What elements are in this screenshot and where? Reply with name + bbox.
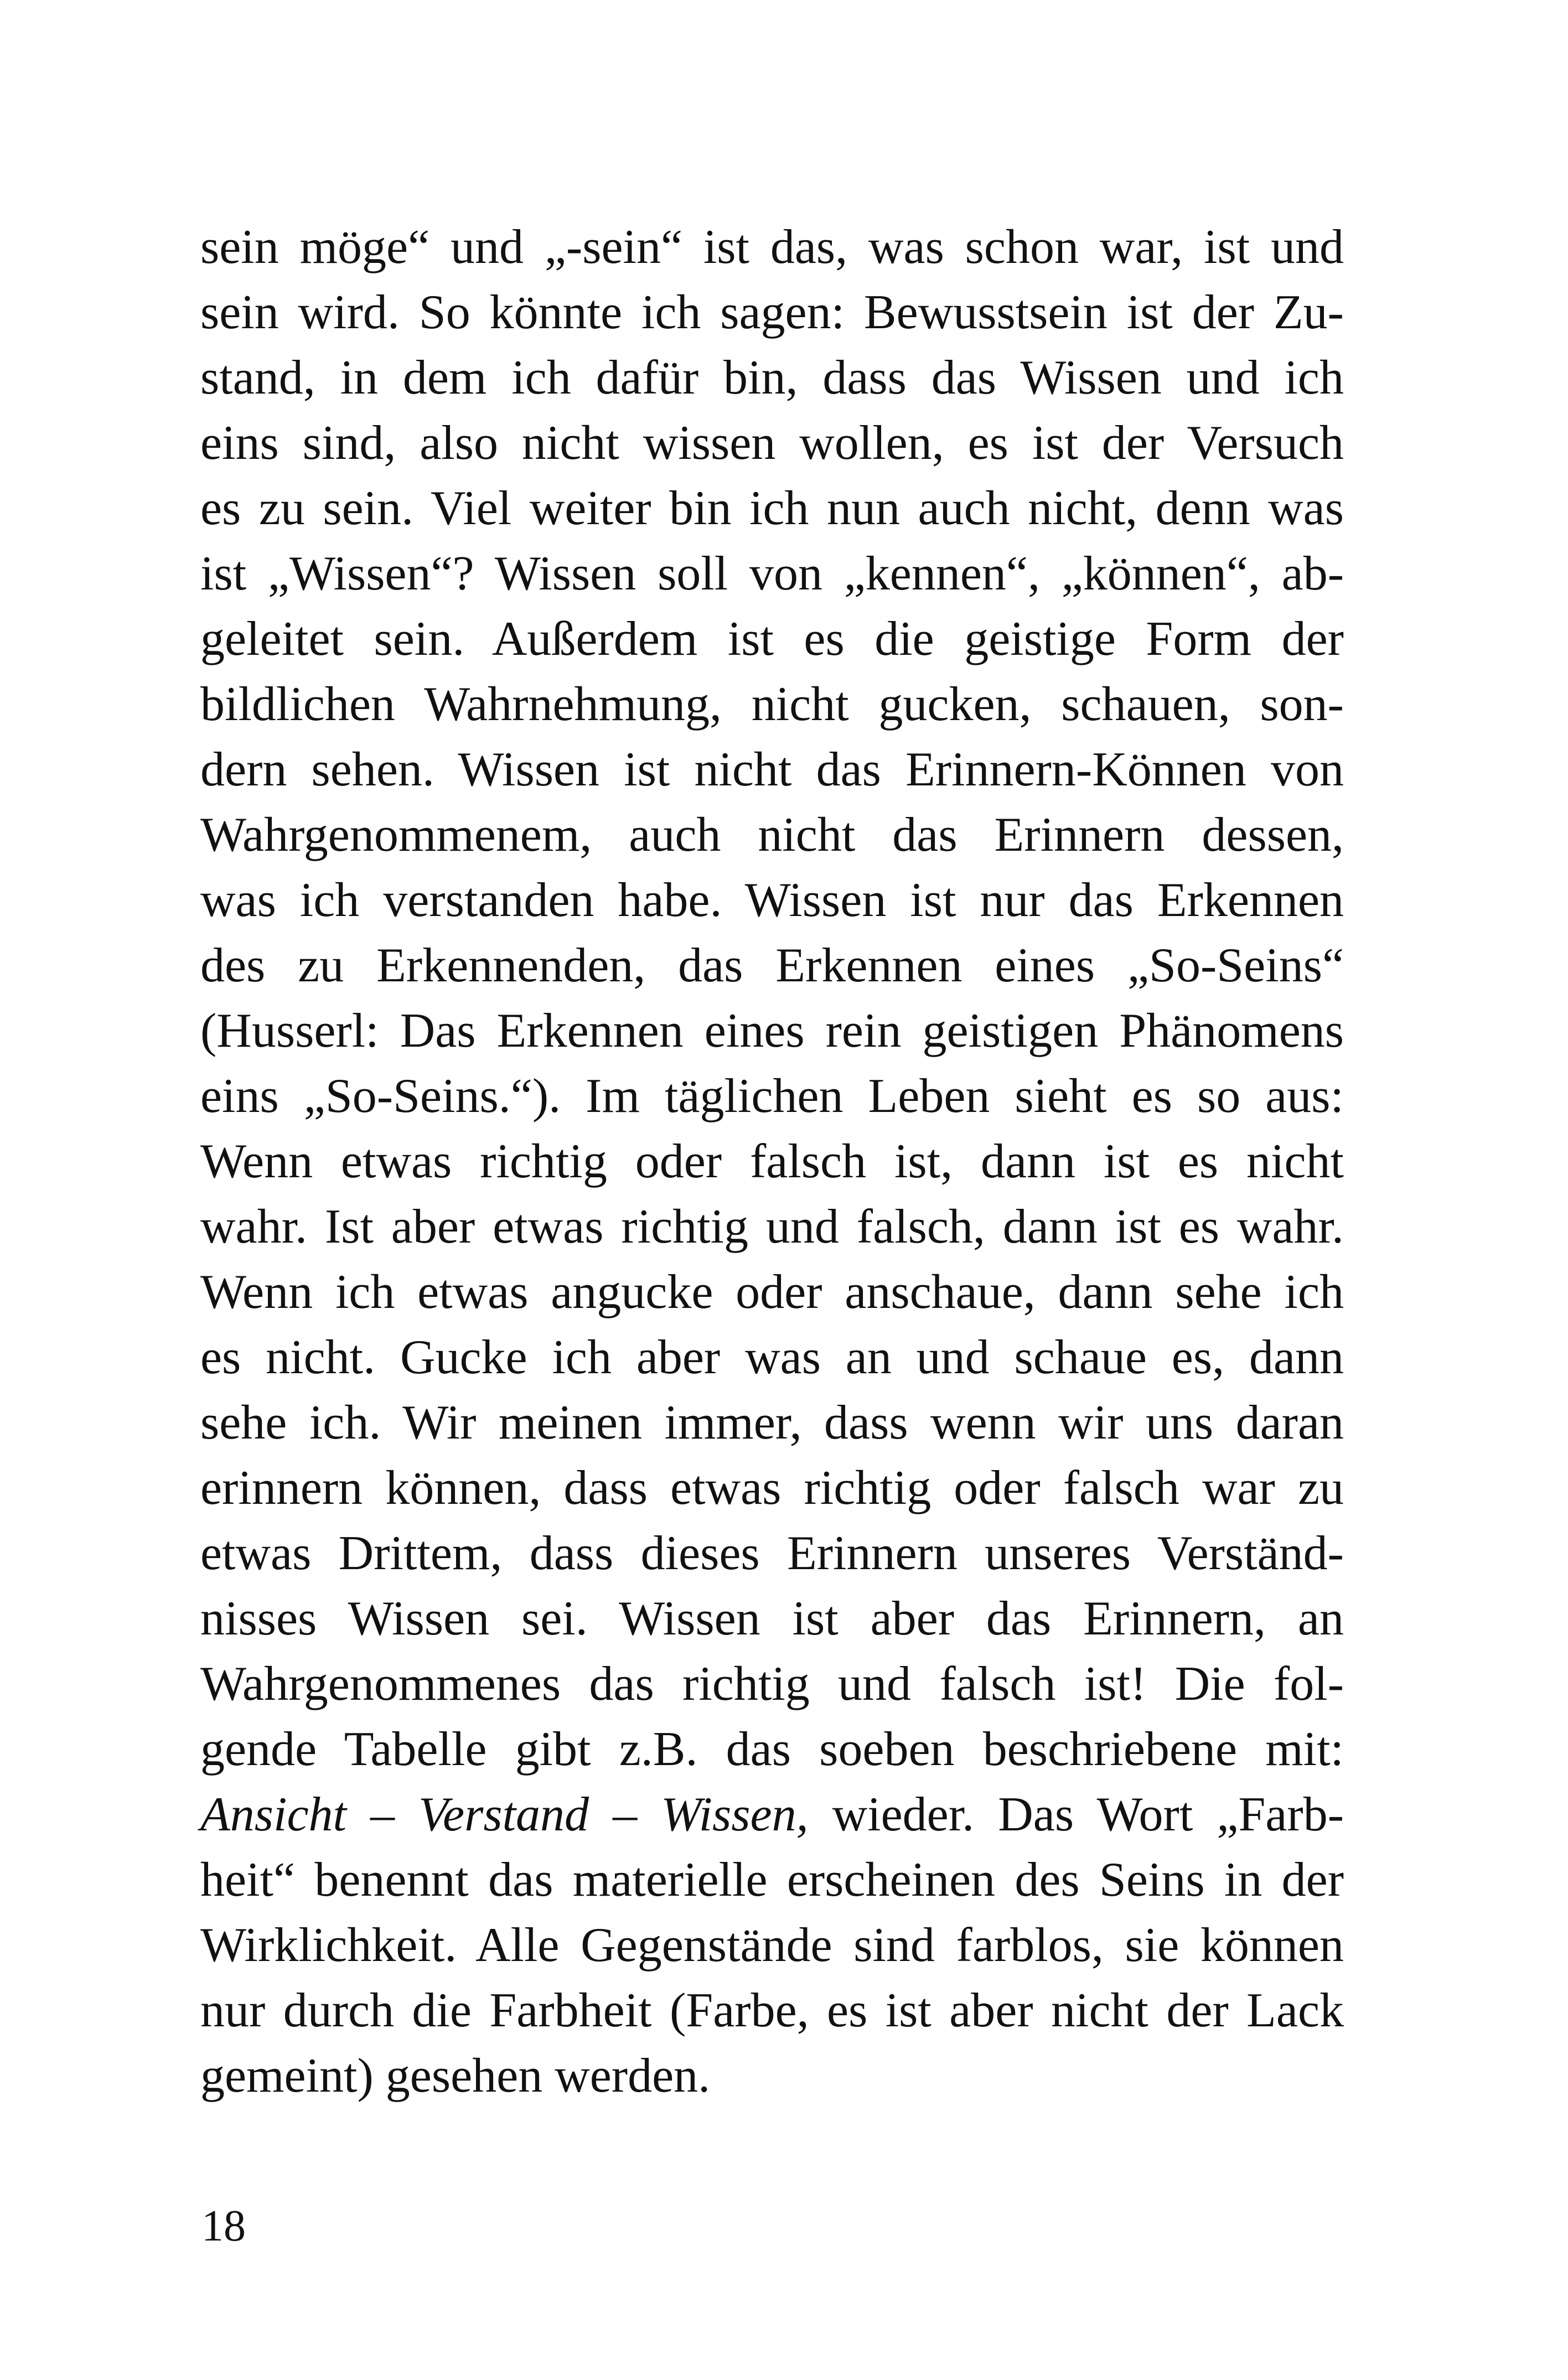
text-line: eins „So-Seins.“). Im täglichen Leben sieht es so aus: xyxy=(200,1069,1344,1123)
text-line: dern sehen. Wissen ist nicht das Erinnern-Können von xyxy=(200,743,1344,796)
text-line: was ich verstanden habe. Wissen ist nur das Erkennen xyxy=(200,873,1344,927)
text-line: etwas Drittem, dass dieses Erinnern unseres Verständ- xyxy=(200,1527,1344,1580)
text-line: gende Tabelle gibt z.B. das soeben beschriebene mit: xyxy=(200,1722,1344,1776)
text-line: sehe ich. Wir meinen immer, dass wenn wir uns daran xyxy=(200,1396,1344,1450)
text-line: erinnern können, dass etwas richtig oder falsch war zu xyxy=(200,1461,1344,1515)
text-line-last: gemeint) gesehen werden. xyxy=(200,2049,711,2103)
text-line: es nicht. Gucke ich aber was an und schaue es, dann xyxy=(200,1331,1344,1384)
body-text xyxy=(200,215,1344,2109)
text-line: Wahrgenommenes das richtig und falsch ist! Die fol- xyxy=(200,1657,1344,1711)
text-line: geleitet sein. Außerdem ist es die geistige Form der xyxy=(200,612,1344,666)
text-line: stand, in dem ich dafür bin, dass das Wissen und ich xyxy=(200,351,1344,405)
text-line-with-italics xyxy=(200,1782,1344,1848)
text-line: Wahrgenommenem, auch nicht das Erinnern dessen, xyxy=(200,808,1344,862)
text-line: ist „Wissen“? Wissen soll von „kennen“, „können“, ab- xyxy=(200,547,1344,601)
text-line: Wenn ich etwas angucke oder anschaue, dann sehe ich xyxy=(200,1265,1344,1319)
text-line: eins sind, also nicht wissen wollen, es ist der Versuch xyxy=(200,416,1344,470)
text-line: Wenn etwas richtig oder falsch ist, dann ist es nicht xyxy=(200,1135,1344,1188)
text-line: nisses Wissen sei. Wissen ist aber das Erinnern, an xyxy=(200,1592,1344,1646)
text-line: es zu sein. Viel weiter bin ich nun auch nicht, denn was xyxy=(200,482,1344,535)
text-line: Wirklichkeit. Alle Gegenstände sind farblos, sie können xyxy=(200,1918,1344,1972)
page-number: 18 xyxy=(201,2202,246,2250)
text-line: bildlichen Wahrnehmung, nicht gucken, schauen, son- xyxy=(200,677,1344,731)
text-line: (Husserl: Das Erkennen eines rein geistigen Phänomens xyxy=(200,1004,1344,1058)
text-line: sein wird. So könnte ich sagen: Bewusstsein ist der Zu- xyxy=(200,286,1344,339)
text-line: nur durch die Farbheit (Farbe, es ist aber nicht der Lack xyxy=(200,1984,1344,2037)
text-line: wahr. Ist aber etwas richtig und falsch, dann ist es wahr. xyxy=(200,1200,1344,1254)
text-segment: wieder. Das Wort „Farb- xyxy=(808,1788,1344,1841)
text-line: des zu Erkennenden, das Erkennen eines „So-Seins“ xyxy=(200,939,1344,992)
text-line: heit“ benennt das materielle erscheinen des Seins in der xyxy=(200,1853,1344,1907)
text-line: sein möge“ und „-sein“ ist das, was schon war, ist und xyxy=(200,220,1344,274)
italic-phrase: Ansicht – Verstand – Wissen, xyxy=(200,1788,809,1841)
